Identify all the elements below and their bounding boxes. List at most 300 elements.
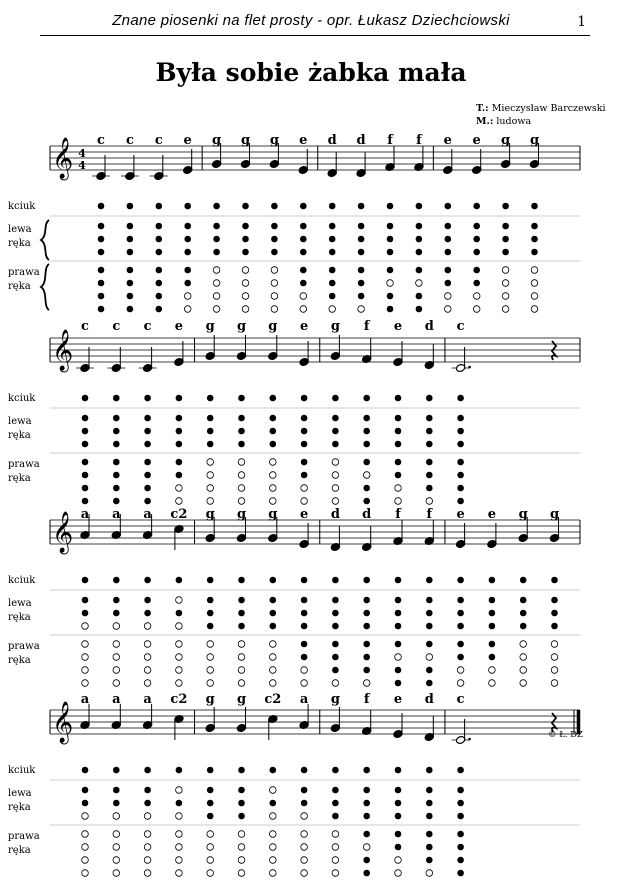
hole-open-icon — [531, 306, 538, 313]
hole-open-icon — [270, 813, 277, 820]
hole-open-icon — [238, 857, 245, 864]
hole-closed-icon — [301, 395, 308, 402]
treble-clef-icon: 𝄞 — [52, 330, 74, 371]
hole-closed-icon — [416, 203, 423, 210]
note-name-label: c — [154, 133, 163, 148]
note-name-label: c — [112, 319, 121, 334]
hole-closed-icon — [242, 236, 249, 243]
hole-closed-icon — [473, 223, 480, 230]
hole-closed-icon — [113, 485, 120, 492]
hole-closed-icon — [363, 654, 370, 661]
hole-closed-icon — [144, 485, 151, 492]
hole-closed-icon — [113, 577, 120, 584]
hole-closed-icon — [144, 577, 151, 584]
hole-closed-icon — [270, 415, 277, 422]
hole-closed-icon — [207, 395, 214, 402]
hole-closed-icon — [426, 485, 433, 492]
hole-open-icon — [82, 831, 89, 838]
hole-open-icon — [144, 831, 151, 838]
hole-closed-icon — [176, 428, 183, 435]
hole-closed-icon — [301, 767, 308, 774]
note-name-label: f — [363, 692, 370, 707]
hole-closed-icon — [395, 577, 402, 584]
treble-clef-icon: 𝄞 — [52, 138, 74, 179]
hole-closed-icon — [238, 813, 245, 820]
row-label-left-1: lewa — [8, 224, 32, 235]
treble-clef-icon: 𝄞 — [52, 512, 74, 553]
hole-closed-icon — [329, 280, 336, 287]
hole-open-icon — [144, 641, 151, 648]
hole-closed-icon — [387, 249, 394, 256]
hole-closed-icon — [207, 415, 214, 422]
hole-closed-icon — [301, 610, 308, 617]
hole-open-icon — [82, 667, 89, 674]
hole-open-icon — [358, 306, 365, 313]
note-name-label: c — [456, 692, 465, 707]
hole-open-icon — [207, 472, 214, 479]
hole-closed-icon — [520, 597, 527, 604]
hole-open-icon — [207, 641, 214, 648]
hole-closed-icon — [98, 280, 105, 287]
hole-closed-icon — [301, 597, 308, 604]
hole-open-icon — [144, 870, 151, 877]
hole-open-icon — [301, 870, 308, 877]
hole-closed-icon — [358, 249, 365, 256]
hole-closed-icon — [127, 249, 134, 256]
hole-closed-icon — [332, 654, 339, 661]
hole-closed-icon — [176, 577, 183, 584]
hole-closed-icon — [395, 428, 402, 435]
hole-closed-icon — [270, 597, 277, 604]
augmentation-dot — [468, 738, 471, 741]
hole-closed-icon — [270, 428, 277, 435]
row-label-right-1: prawa — [8, 267, 40, 278]
hole-closed-icon — [144, 395, 151, 402]
hole-closed-icon — [238, 441, 245, 448]
hole-closed-icon — [113, 498, 120, 505]
hole-open-icon — [387, 280, 394, 287]
row-label-thumb: kciuk — [8, 201, 36, 212]
hole-closed-icon — [395, 610, 402, 617]
note-name-label: g — [501, 133, 511, 148]
hole-closed-icon — [207, 441, 214, 448]
hole-closed-icon — [395, 767, 402, 774]
hole-closed-icon — [184, 249, 191, 256]
hole-closed-icon — [82, 498, 89, 505]
hole-closed-icon — [457, 831, 464, 838]
hole-open-icon — [332, 857, 339, 864]
hole-closed-icon — [457, 498, 464, 505]
hole-closed-icon — [363, 667, 370, 674]
hole-closed-icon — [98, 236, 105, 243]
hole-closed-icon — [358, 236, 365, 243]
row-label-right-1: prawa — [8, 831, 40, 842]
hole-closed-icon — [457, 472, 464, 479]
hole-closed-icon — [300, 203, 307, 210]
hole-closed-icon — [82, 459, 89, 466]
row-label-right-2: ręka — [8, 655, 31, 666]
hole-closed-icon — [207, 577, 214, 584]
note-name-label: e — [299, 507, 309, 522]
hole-open-icon — [301, 680, 308, 687]
hole-open-icon — [176, 857, 183, 864]
hole-closed-icon — [144, 428, 151, 435]
hole-open-icon — [113, 667, 120, 674]
hole-open-icon — [551, 641, 558, 648]
hole-closed-icon — [445, 203, 452, 210]
hole-open-icon — [238, 667, 245, 674]
hole-closed-icon — [426, 641, 433, 648]
note-name-label: e — [456, 507, 465, 522]
row-label-left-2: ręka — [8, 430, 31, 441]
hole-closed-icon — [502, 249, 509, 256]
hole-open-icon — [332, 680, 339, 687]
hole-closed-icon — [98, 203, 105, 210]
hole-closed-icon — [395, 787, 402, 794]
hole-open-icon — [207, 831, 214, 838]
hole-closed-icon — [176, 459, 183, 466]
hole-closed-icon — [127, 223, 134, 230]
hole-closed-icon — [156, 249, 163, 256]
hole-closed-icon — [332, 787, 339, 794]
hole-closed-icon — [329, 249, 336, 256]
hole-closed-icon — [82, 610, 89, 617]
hole-closed-icon — [531, 249, 538, 256]
time-signature-bottom: 4 — [78, 159, 86, 172]
hole-closed-icon — [387, 293, 394, 300]
hole-open-icon — [332, 844, 339, 851]
note-name-label: c — [143, 319, 152, 334]
hole-closed-icon — [242, 223, 249, 230]
hole-closed-icon — [270, 395, 277, 402]
hole-open-icon — [301, 667, 308, 674]
hole-open-icon — [426, 498, 433, 505]
hole-closed-icon — [184, 203, 191, 210]
hole-closed-icon — [426, 787, 433, 794]
hole-closed-icon — [426, 800, 433, 807]
hole-closed-icon — [363, 597, 370, 604]
hole-open-icon — [144, 667, 151, 674]
hole-closed-icon — [416, 267, 423, 274]
hole-closed-icon — [271, 249, 278, 256]
hole-closed-icon — [395, 680, 402, 687]
hole-closed-icon — [98, 306, 105, 313]
hole-closed-icon — [156, 203, 163, 210]
hole-open-icon — [213, 306, 220, 313]
hole-open-icon — [82, 813, 89, 820]
hole-closed-icon — [238, 577, 245, 584]
hole-closed-icon — [457, 459, 464, 466]
note-name-label: c — [125, 133, 134, 148]
hole-closed-icon — [426, 459, 433, 466]
hole-closed-icon — [332, 577, 339, 584]
note-name-label: g — [549, 507, 560, 522]
hole-closed-icon — [363, 787, 370, 794]
hole-closed-icon — [301, 441, 308, 448]
hole-closed-icon — [301, 472, 308, 479]
hole-open-icon — [242, 267, 249, 274]
hole-closed-icon — [457, 767, 464, 774]
hole-open-icon — [113, 641, 120, 648]
hole-open-icon — [82, 857, 89, 864]
hole-closed-icon — [98, 267, 105, 274]
note-name-label: a — [143, 507, 152, 522]
hole-open-icon — [395, 498, 402, 505]
hole-closed-icon — [127, 203, 134, 210]
hole-open-icon — [300, 293, 307, 300]
hole-closed-icon — [82, 485, 89, 492]
hole-open-icon — [176, 680, 183, 687]
note-name-label: a — [112, 692, 121, 707]
hole-closed-icon — [301, 641, 308, 648]
note-name-label: c — [97, 133, 105, 148]
hole-closed-icon — [300, 236, 307, 243]
hole-closed-icon — [113, 472, 120, 479]
hole-closed-icon — [156, 223, 163, 230]
hole-closed-icon — [301, 415, 308, 422]
hole-closed-icon — [395, 831, 402, 838]
row-label-left-1: lewa — [8, 788, 32, 799]
hole-closed-icon — [473, 267, 480, 274]
hole-open-icon — [426, 870, 433, 877]
hole-closed-icon — [144, 472, 151, 479]
note-name-label: e — [299, 319, 309, 334]
hole-closed-icon — [416, 223, 423, 230]
hole-closed-icon — [457, 441, 464, 448]
hole-closed-icon — [395, 395, 402, 402]
hole-closed-icon — [207, 428, 214, 435]
hole-closed-icon — [238, 415, 245, 422]
note-name-label: g — [269, 133, 279, 148]
hole-closed-icon — [363, 857, 370, 864]
hole-closed-icon — [395, 813, 402, 820]
hole-closed-icon — [184, 223, 191, 230]
hole-closed-icon — [457, 800, 464, 807]
hole-open-icon — [332, 498, 339, 505]
hole-closed-icon — [238, 623, 245, 630]
note-name-label: d — [424, 319, 434, 334]
hole-closed-icon — [416, 293, 423, 300]
hole-closed-icon — [457, 813, 464, 820]
hole-closed-icon — [207, 623, 214, 630]
hole-closed-icon — [531, 223, 538, 230]
hole-open-icon — [207, 459, 214, 466]
note-name-label: d — [327, 133, 337, 148]
hole-closed-icon — [176, 472, 183, 479]
hole-closed-icon — [395, 597, 402, 604]
hole-open-icon — [551, 654, 558, 661]
hole-open-icon — [551, 667, 558, 674]
hole-open-icon — [176, 498, 183, 505]
hole-open-icon — [531, 267, 538, 274]
hole-open-icon — [113, 870, 120, 877]
hole-closed-icon — [271, 223, 278, 230]
note-name-label: e — [393, 692, 403, 707]
hole-closed-icon — [489, 641, 496, 648]
hole-closed-icon — [113, 395, 120, 402]
hole-open-icon — [113, 844, 120, 851]
hole-closed-icon — [127, 293, 134, 300]
hole-closed-icon — [332, 441, 339, 448]
hole-open-icon — [176, 641, 183, 648]
hole-closed-icon — [445, 280, 452, 287]
hole-open-icon — [270, 654, 277, 661]
hole-open-icon — [113, 623, 120, 630]
hole-closed-icon — [82, 787, 89, 794]
hole-closed-icon — [127, 267, 134, 274]
row-label-right-1: prawa — [8, 459, 40, 470]
hole-open-icon — [238, 498, 245, 505]
note-name-label: e — [299, 133, 308, 148]
hole-closed-icon — [329, 203, 336, 210]
hole-closed-icon — [395, 459, 402, 466]
hole-closed-icon — [457, 844, 464, 851]
hole-open-icon — [363, 680, 370, 687]
hole-open-icon — [270, 485, 277, 492]
hole-closed-icon — [184, 236, 191, 243]
hole-open-icon — [270, 459, 277, 466]
hole-closed-icon — [98, 223, 105, 230]
hole-closed-icon — [238, 610, 245, 617]
note-name-label: g — [212, 133, 222, 148]
hole-closed-icon — [457, 857, 464, 864]
hole-closed-icon — [176, 610, 183, 617]
note-name-label: e — [393, 319, 403, 334]
hole-closed-icon — [489, 654, 496, 661]
hole-closed-icon — [156, 236, 163, 243]
hole-closed-icon — [426, 441, 433, 448]
hole-closed-icon — [520, 610, 527, 617]
hole-closed-icon — [426, 395, 433, 402]
hole-closed-icon — [144, 441, 151, 448]
hole-closed-icon — [156, 306, 163, 313]
system-2 — [8, 319, 580, 504]
hole-closed-icon — [426, 472, 433, 479]
hole-closed-icon — [332, 395, 339, 402]
hole-closed-icon — [113, 787, 120, 794]
hole-open-icon — [445, 306, 452, 313]
hole-closed-icon — [156, 280, 163, 287]
hole-open-icon — [213, 293, 220, 300]
hole-open-icon — [520, 641, 527, 648]
hole-open-icon — [82, 680, 89, 687]
hole-closed-icon — [113, 610, 120, 617]
hole-closed-icon — [531, 203, 538, 210]
hole-closed-icon — [127, 306, 134, 313]
hole-closed-icon — [184, 267, 191, 274]
row-label-right-1: prawa — [8, 641, 40, 652]
hole-open-icon — [363, 844, 370, 851]
note-name-label: a — [80, 507, 90, 522]
system-4 — [8, 692, 580, 876]
hole-open-icon — [238, 831, 245, 838]
hole-open-icon — [301, 498, 308, 505]
hole-closed-icon — [207, 800, 214, 807]
hole-closed-icon — [457, 597, 464, 604]
hole-closed-icon — [502, 223, 509, 230]
hole-open-icon — [395, 857, 402, 864]
hole-open-icon — [113, 857, 120, 864]
hole-closed-icon — [426, 813, 433, 820]
note-name-label: g — [236, 507, 247, 522]
hole-closed-icon — [144, 597, 151, 604]
note-name-label: f — [363, 319, 370, 334]
hole-closed-icon — [156, 293, 163, 300]
hole-closed-icon — [113, 597, 120, 604]
hole-closed-icon — [426, 680, 433, 687]
hole-closed-icon — [271, 236, 278, 243]
hole-closed-icon — [144, 610, 151, 617]
hole-open-icon — [176, 654, 183, 661]
hole-open-icon — [270, 844, 277, 851]
hole-closed-icon — [358, 293, 365, 300]
hole-closed-icon — [395, 472, 402, 479]
hole-closed-icon — [176, 800, 183, 807]
hole-closed-icon — [144, 459, 151, 466]
hole-closed-icon — [238, 395, 245, 402]
note-name-label: g — [529, 133, 540, 148]
hole-closed-icon — [363, 485, 370, 492]
hole-closed-icon — [113, 459, 120, 466]
copyright-notice: © Ł. DZ — [548, 730, 584, 740]
hole-closed-icon — [82, 577, 89, 584]
hole-open-icon — [457, 667, 464, 674]
hole-open-icon — [332, 485, 339, 492]
note-name-label: g — [205, 692, 215, 707]
hole-open-icon — [502, 293, 509, 300]
row-label-thumb: kciuk — [8, 575, 36, 586]
hole-closed-icon — [363, 459, 370, 466]
note-name-label: c2 — [170, 692, 188, 707]
hole-closed-icon — [426, 623, 433, 630]
row-label-left-1: lewa — [8, 598, 32, 609]
hole-open-icon — [395, 654, 402, 661]
hole-closed-icon — [113, 441, 120, 448]
hole-open-icon — [531, 293, 538, 300]
hole-open-icon — [207, 870, 214, 877]
hole-open-icon — [207, 844, 214, 851]
hole-open-icon — [271, 306, 278, 313]
hole-closed-icon — [213, 236, 220, 243]
hole-open-icon — [531, 280, 538, 287]
note-name-label: g — [236, 319, 247, 334]
hole-closed-icon — [300, 280, 307, 287]
hole-closed-icon — [395, 415, 402, 422]
hole-closed-icon — [213, 223, 220, 230]
hole-closed-icon — [144, 787, 151, 794]
hole-open-icon — [332, 870, 339, 877]
hole-closed-icon — [238, 787, 245, 794]
note-name-label: d — [356, 133, 366, 148]
hole-open-icon — [270, 498, 277, 505]
hole-closed-icon — [301, 623, 308, 630]
note-name-label: g — [330, 692, 340, 707]
hole-closed-icon — [82, 428, 89, 435]
hole-closed-icon — [301, 654, 308, 661]
system-3 — [8, 507, 580, 686]
note-name-label: g — [205, 319, 215, 334]
hole-open-icon — [301, 857, 308, 864]
hole-open-icon — [176, 485, 183, 492]
hole-open-icon — [520, 654, 527, 661]
row-label-left-2: ręka — [8, 238, 31, 249]
hole-open-icon — [82, 870, 89, 877]
hole-closed-icon — [363, 498, 370, 505]
hole-closed-icon — [207, 813, 214, 820]
note-name-label: f — [387, 133, 393, 148]
hole-closed-icon — [551, 577, 558, 584]
hole-closed-icon — [242, 203, 249, 210]
